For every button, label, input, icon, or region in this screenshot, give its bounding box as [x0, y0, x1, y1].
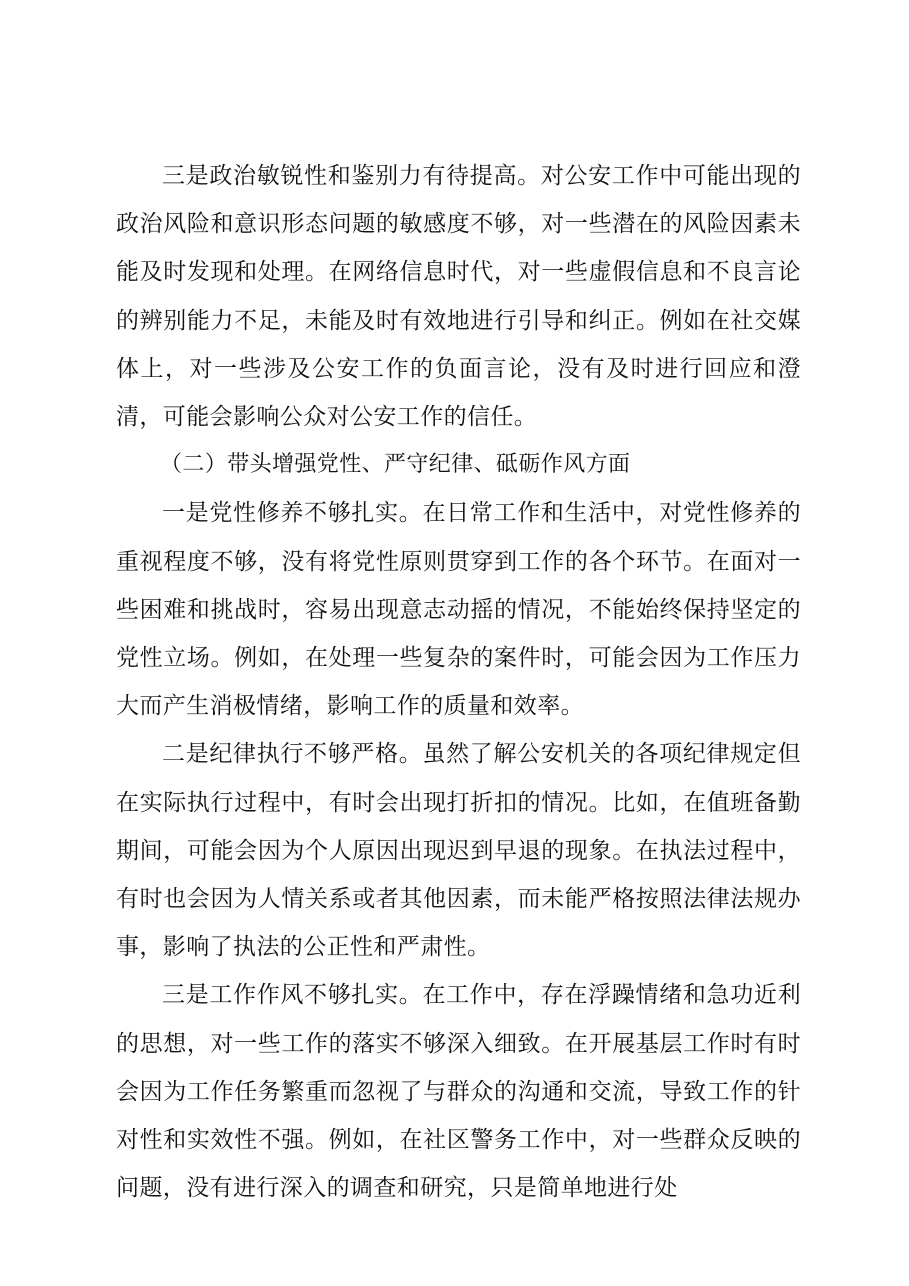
document-body	[116, 152, 801, 1212]
paragraph-political-sensitivity: 三是政治敏锐性和鉴别力有待提高。对公安工作中可能出现的政治风险和意识形态问题的敏感度不够，对一些潜在的风险因素未能及时发现和处理。在网络信息时代，对一些虚假信息和不良言论的辨别能力不足，未能及时有效地进行引导和纠正。例如在社交媒体上，对一些涉及公安工作的负面言论，没有及时进行回应和澄清，可能会影响公众对公安工作的信任。	[116, 163, 801, 431]
paragraph-work-style: 三是工作作风不够扎实。在工作中，存在浮躁情绪和急功近利的思想，对一些工作的落实不够深入细致。在开展基层工作时有时会因为工作任务繁重而忽视了与群众的沟通和交流，导致工作的针对性和实效性不强。例如，在社区警务工作中，对一些群众反映的问题，没有进行深入的调查和研究，只是简单地进行处	[116, 982, 801, 1202]
paragraph-discipline: 二是纪律执行不够严格。虽然了解公安机关的各项纪律规定但在实际执行过程中，有时会出现打折扣的情况。比如，在值班备勤期间，可能会因为个人原因出现迟到早退的现象。在执法过程中，有时也会因为人情关系或者其他因素，而未能严格按照法律法规办事，影响了执法的公正性和严肃性。	[116, 741, 801, 961]
section-heading-party-spirit: （二）带头增强党性、严守纪律、砥砺作风方面	[160, 452, 631, 478]
paragraph-party-cultivation: 一是党性修养不够扎实。在日常工作和生活中，对党性修养的重视程度不够，没有将党性原则贯穿到工作的各个环节。在面对一些困难和挑战时，容易出现意志动摇的情况，不能始终保持坚定的党性立场。例如，在处理一些复杂的案件时，可能会因为工作压力大而产生消极情绪，影响工作的质量和效率。	[116, 500, 801, 720]
